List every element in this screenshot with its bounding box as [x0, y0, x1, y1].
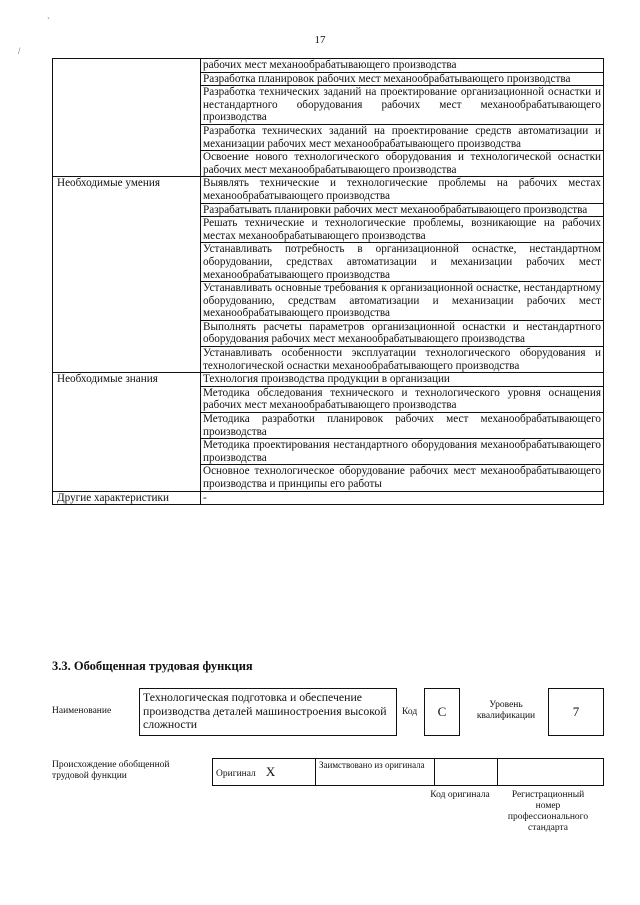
page-number: 17	[314, 34, 326, 46]
skills-label: Необходимые умения	[53, 177, 201, 373]
original-label: Оригинал	[216, 769, 256, 779]
borrowed-label: Заимствовано из оригинала	[316, 759, 435, 786]
level-label: Уровень квалификации	[476, 700, 536, 721]
other-label: Другие характеристики	[53, 491, 201, 505]
skill-row: Решать технические и технологические проблемы, возникающие на рабочих местах механообрабатывающего производства	[201, 217, 604, 243]
margin-mark: `	[47, 16, 50, 26]
code-original-cell	[435, 759, 498, 786]
labor-action-row: Разработка планировок рабочих мест механообрабатывающего производства	[201, 72, 604, 86]
skill-row: Устанавливать потребность в организационной оснастке, нестандартном оборудовании, средствах автоматизации и механизации рабочих мест механообрабатывающего производства	[201, 243, 604, 282]
code-value-box: C	[424, 688, 460, 736]
name-label: Наименование	[52, 706, 112, 716]
knowledge-row: Методика обследования технического и технологического уровня оснащения рабочих мест механообрабатывающего производства	[201, 386, 604, 412]
reg-number-label: Регистрационный номер профессионального стандарта	[507, 790, 589, 833]
origin-table	[212, 758, 604, 786]
knowledge-label: Необходимые знания	[53, 373, 201, 491]
original-cell	[213, 759, 316, 786]
labor-action-row: рабочих мест механообрабатывающего производства	[201, 59, 604, 73]
code-original-label: Код оригинала	[430, 790, 490, 800]
skill-row: Выполнять расчеты параметров организационной оснастки и нестандартного оборудования рабочих мест механообрабатывающего производства	[201, 320, 604, 346]
reg-number-cell	[498, 759, 604, 786]
labor-action-row: Разработка технических заданий на проектирование средств автоматизации и механизации рабочих мест механообрабатывающего производства	[201, 124, 604, 150]
skill-row: Разрабатывать планировки рабочих мест механообрабатывающего производства	[201, 203, 604, 217]
continued-label-cell	[53, 59, 201, 177]
skill-row: Устанавливать особенности эксплуатации технологического оборудования и технологической оснастки механообрабатывающего производства	[201, 347, 604, 373]
skill-row: Выявлять технические и технологические проблемы на рабочих местах механообрабатывающего производства	[201, 177, 604, 203]
skill-row: Устанавливать основные требования к организационной оснастке, нестандартному оборудованию, средствам автоматизации и механизации рабочих мест механообрабатывающего производства	[201, 282, 604, 321]
knowledge-row: Технология производства продукции в организации	[201, 373, 604, 387]
level-value-box: 7	[548, 688, 604, 736]
labor-action-row: Освоение нового технологического оборудования и технологической оснастки рабочих мест механообрабатывающего производства	[201, 151, 604, 177]
origin-label: Происхождение обобщенной трудовой функции	[52, 760, 170, 781]
original-mark: X	[265, 764, 276, 779]
labor-action-row: Разработка технических заданий на проектирование организационной оснастки и нестандартного оборудования рабочих мест механообрабатывающего производства	[201, 86, 604, 125]
knowledge-row: Основное технологическое оборудование рабочих мест механообрабатывающего производства и принципы его работы	[201, 465, 604, 491]
code-label: Код	[402, 707, 418, 717]
margin-mark: /	[18, 46, 21, 56]
knowledge-row: Методика разработки планировок рабочих мест механообрабатывающего производства	[201, 413, 604, 439]
competency-table	[52, 58, 604, 505]
knowledge-row: Методика проектирования нестандартного оборудования механообрабатывающего производства	[201, 439, 604, 465]
other-value: -	[201, 491, 604, 505]
name-value-box: Технологическая подготовка и обеспечение производства деталей машиностроения высокой сложности	[139, 688, 397, 736]
section-title: 3.3. Обобщенная трудовая функция	[52, 659, 253, 673]
